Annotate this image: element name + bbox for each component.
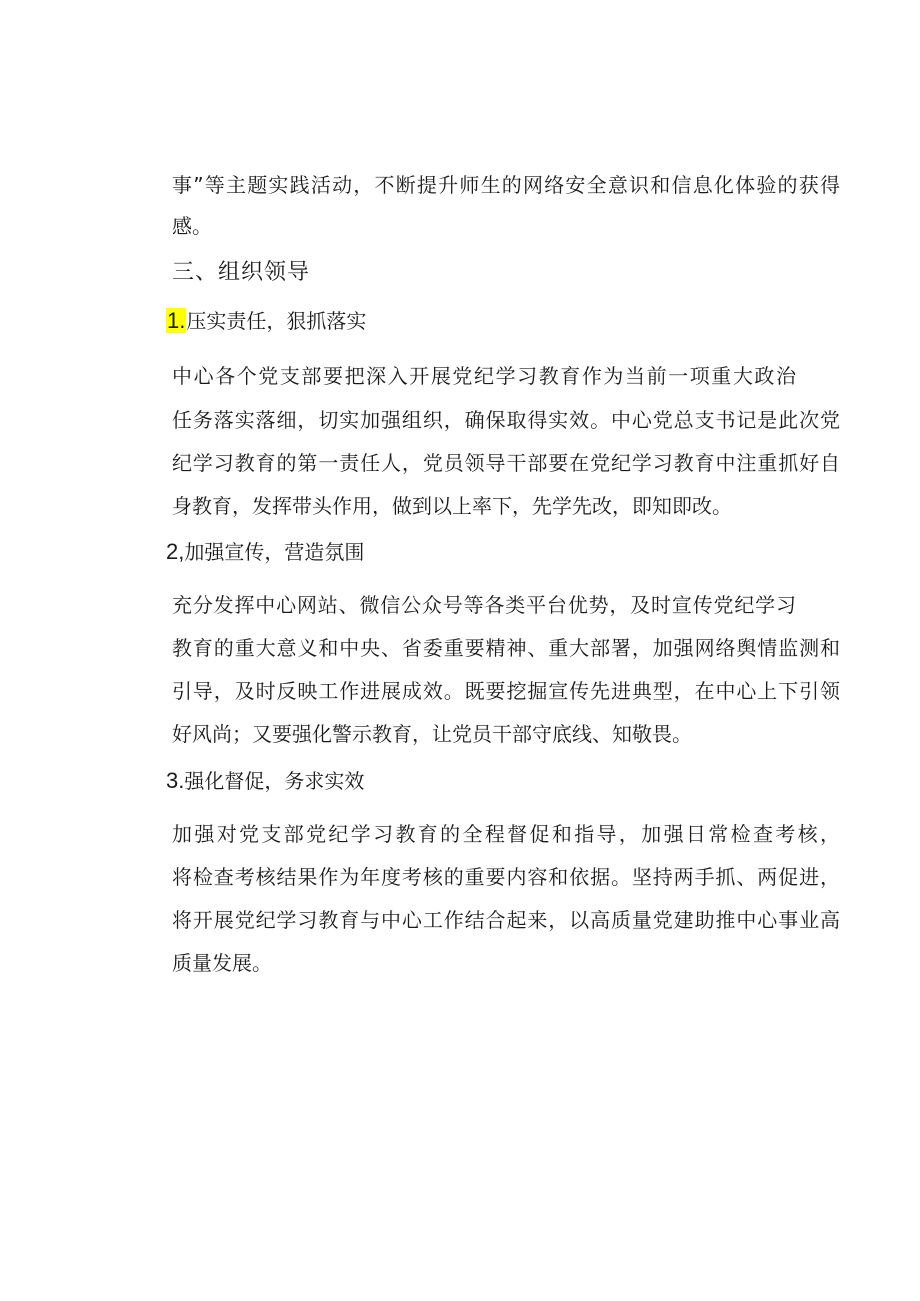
subsection-2-title: 加强宣传，营造氛围 [184, 540, 365, 564]
subsection-3-line-4: 质量发展。 [172, 951, 272, 975]
subsection-2-line-1: 充分发挥中心网站、微信公众号等各类平台优势，及时宣传党纪学习 [172, 593, 796, 617]
subsection-1-line-2: 任务落实落细，切实加强组织，确保取得实效。中心党总支书记是此次党 [172, 408, 840, 432]
subsection-1-line-4: 身教育，发挥带头作用，做到以上率下，先学先改，即知即改。 [172, 494, 732, 518]
subsection-1-line-3: 纪学习教育的第一责任人，党员领导干部要在党纪学习教育中注重抓好自 [172, 451, 840, 475]
subsection-3-heading [166, 770, 364, 792]
subsection-1-line-1: 中心各个党支部要把深入开展党纪学习教育作为当前一项重大政治 [172, 364, 796, 388]
subsection-2-number: 2, [166, 539, 185, 564]
subsection-2-line-3: 引导，及时反映工作进展成效。既要挖掘宣传先进典型，在中心上下引领 [172, 679, 840, 703]
subsection-1-heading [166, 310, 366, 332]
subsection-3-number: 3. [166, 768, 185, 793]
section-heading: 三、组织领导 [172, 260, 311, 285]
intro-line-1: 事”等主题实践活动，不断提升师生的网络安全意识和信息化体验的获得 [172, 173, 840, 197]
intro-line-2: 感。 [172, 214, 212, 238]
subsection-3-line-3: 将开展党纪学习教育与中心工作结合起来，以高质量党建助推中心事业高 [172, 908, 840, 932]
subsection-2-heading [166, 541, 364, 563]
subsection-3-title: 强化督促，务求实效 [184, 769, 365, 793]
subsection-1-title: 压实责任，狠抓落实 [186, 309, 367, 333]
subsection-3-line-1: 加强对党支部党纪学习教育的全程督促和指导，加强日常检查考核， [172, 822, 840, 846]
subsection-3-line-2: 将检查考核结果作为年度考核的重要内容和依据。坚持两手抓、两促进， [172, 865, 840, 889]
subsection-1-number: 1. [167, 308, 186, 333]
subsection-2-line-4: 好风尚；又要强化警示教育，让党员干部守底线、知敬畏。 [172, 722, 692, 746]
subsection-2-line-2: 教育的重大意义和中央、省委重要精神、重大部署，加强网络舆情监测和 [172, 636, 840, 660]
